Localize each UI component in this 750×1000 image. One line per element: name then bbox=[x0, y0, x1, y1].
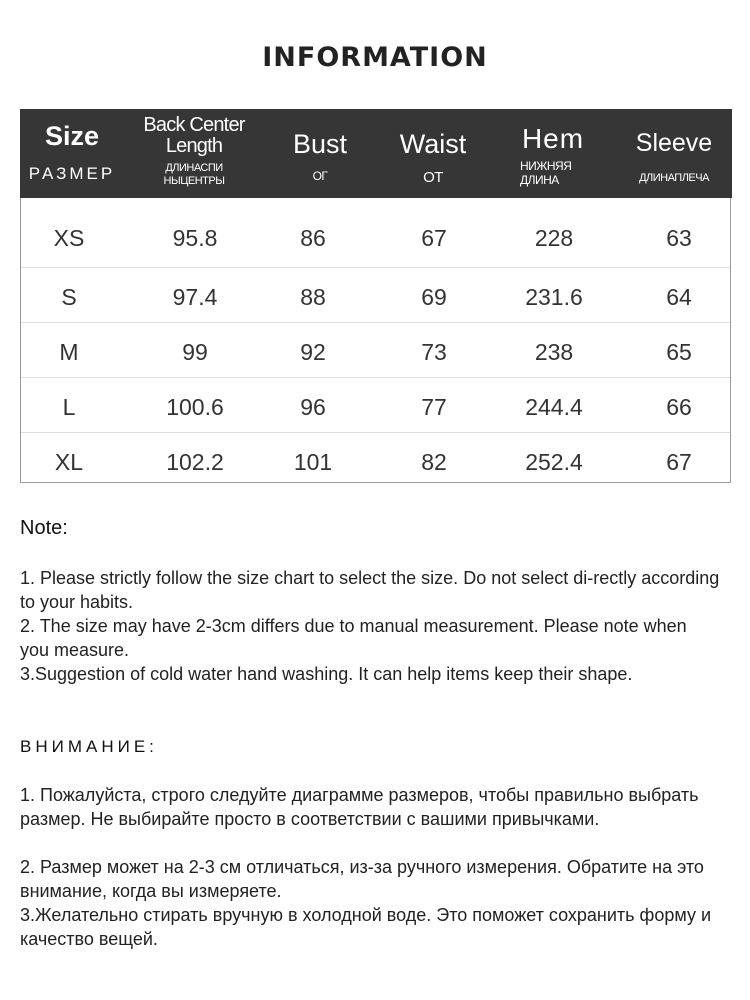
cell-sleeve: 63 bbox=[666, 225, 692, 251]
header-waist bbox=[376, 109, 490, 198]
cell-size: L bbox=[62, 394, 76, 420]
header-size-ru: РАЗМЕР bbox=[28, 164, 116, 183]
table-row-m bbox=[21, 323, 730, 378]
cell-sleeve: 67 bbox=[666, 449, 692, 475]
header-sleeve-en: Sleeve bbox=[635, 129, 713, 157]
header-bust-ru: ОГ bbox=[312, 169, 328, 183]
cell-waist: 69 bbox=[421, 284, 447, 310]
cell-back-center-length: 95.8 bbox=[172, 225, 218, 251]
cell-back-center-length: 100.6 bbox=[166, 394, 224, 420]
header-back-center-length-en: Back Center Length bbox=[143, 114, 245, 157]
cell-hem: 231.6 bbox=[525, 284, 583, 310]
page-title: INFORMATION bbox=[262, 42, 488, 73]
cell-size: XL bbox=[54, 449, 84, 475]
cell-size: M bbox=[59, 339, 79, 365]
cell-waist: 82 bbox=[421, 449, 447, 475]
cell-bust: 88 bbox=[300, 284, 326, 310]
cell-size: XS bbox=[53, 225, 85, 251]
cell-hem: 244.4 bbox=[525, 394, 583, 420]
cell-hem: 252.4 bbox=[525, 449, 583, 475]
cell-bust: 101 bbox=[293, 449, 333, 475]
note-ru-item-2: 2. Размер может на 2-3 см отличаться, из-за ручного измерения. Обратите на это внимание, когда вы измеряете. bbox=[20, 857, 704, 901]
note-item-1: 1. Please strictly follow the size chart to select the size. Do not select di-rectly according to your habits. bbox=[20, 568, 720, 612]
cell-bust: 92 bbox=[300, 339, 326, 365]
cell-hem: 238 bbox=[534, 339, 574, 365]
header-sleeve-ru: ДЛИНАПЛЕЧА bbox=[639, 172, 709, 184]
header-waist-en: Waist bbox=[399, 129, 467, 159]
note-ru-heading: ВНИМАНИЕ: bbox=[20, 737, 158, 756]
table-row-xs bbox=[21, 198, 730, 268]
header-size bbox=[20, 109, 124, 198]
header-back-center-length-ru: ДЛИНАСПИ НЫЦЕНТРЫ bbox=[163, 162, 225, 187]
cell-sleeve: 66 bbox=[666, 394, 692, 420]
cell-back-center-length: 99 bbox=[182, 339, 208, 365]
header-size-en: Size bbox=[44, 121, 100, 151]
header-bust bbox=[264, 109, 376, 198]
table-header bbox=[20, 109, 732, 198]
size-chart-table bbox=[20, 109, 731, 483]
cell-bust: 96 bbox=[300, 394, 326, 420]
cell-waist: 67 bbox=[421, 225, 447, 251]
header-hem-ru: НИЖНЯЯ ДЛИНА bbox=[520, 159, 572, 187]
header-bust-en: Bust bbox=[292, 129, 348, 159]
table-row-l bbox=[21, 378, 730, 433]
cell-size: S bbox=[61, 284, 77, 310]
cell-sleeve: 65 bbox=[666, 339, 692, 365]
cell-bust: 86 bbox=[300, 225, 326, 251]
note-ru-item-3: 3.Желательно стирать вручную в холодной воде. Это поможет сохранить форму и качество вещей. bbox=[20, 905, 712, 949]
header-hem bbox=[490, 109, 616, 198]
header-back-center-length bbox=[124, 109, 264, 198]
table-row-xl bbox=[21, 433, 730, 487]
header-hem-en: Hem bbox=[521, 123, 585, 154]
cell-waist: 73 bbox=[421, 339, 447, 365]
note-heading: Note: bbox=[20, 517, 68, 539]
cell-back-center-length: 102.2 bbox=[166, 449, 224, 475]
header-sleeve bbox=[616, 109, 732, 198]
cell-back-center-length: 97.4 bbox=[172, 284, 218, 310]
note-item-2: 2. The size may have 2-3cm differs due to manual measurement. Please note when you measure. bbox=[20, 616, 687, 660]
cell-waist: 77 bbox=[421, 394, 447, 420]
note-ru-item-1: 1. Пожалуйста, строго следуйте диаграмме размеров, чтобы правильно выбрать размер. Не выбирайте просто в соответствии с вашими привычками. bbox=[20, 785, 699, 829]
cell-sleeve: 64 bbox=[666, 284, 692, 310]
table-row-s bbox=[21, 268, 730, 323]
cell-hem: 228 bbox=[534, 225, 574, 251]
header-waist-ru: ОТ bbox=[423, 169, 443, 186]
note-item-3: 3.Suggestion of cold water hand washing. It can help items keep their shape. bbox=[20, 664, 633, 684]
